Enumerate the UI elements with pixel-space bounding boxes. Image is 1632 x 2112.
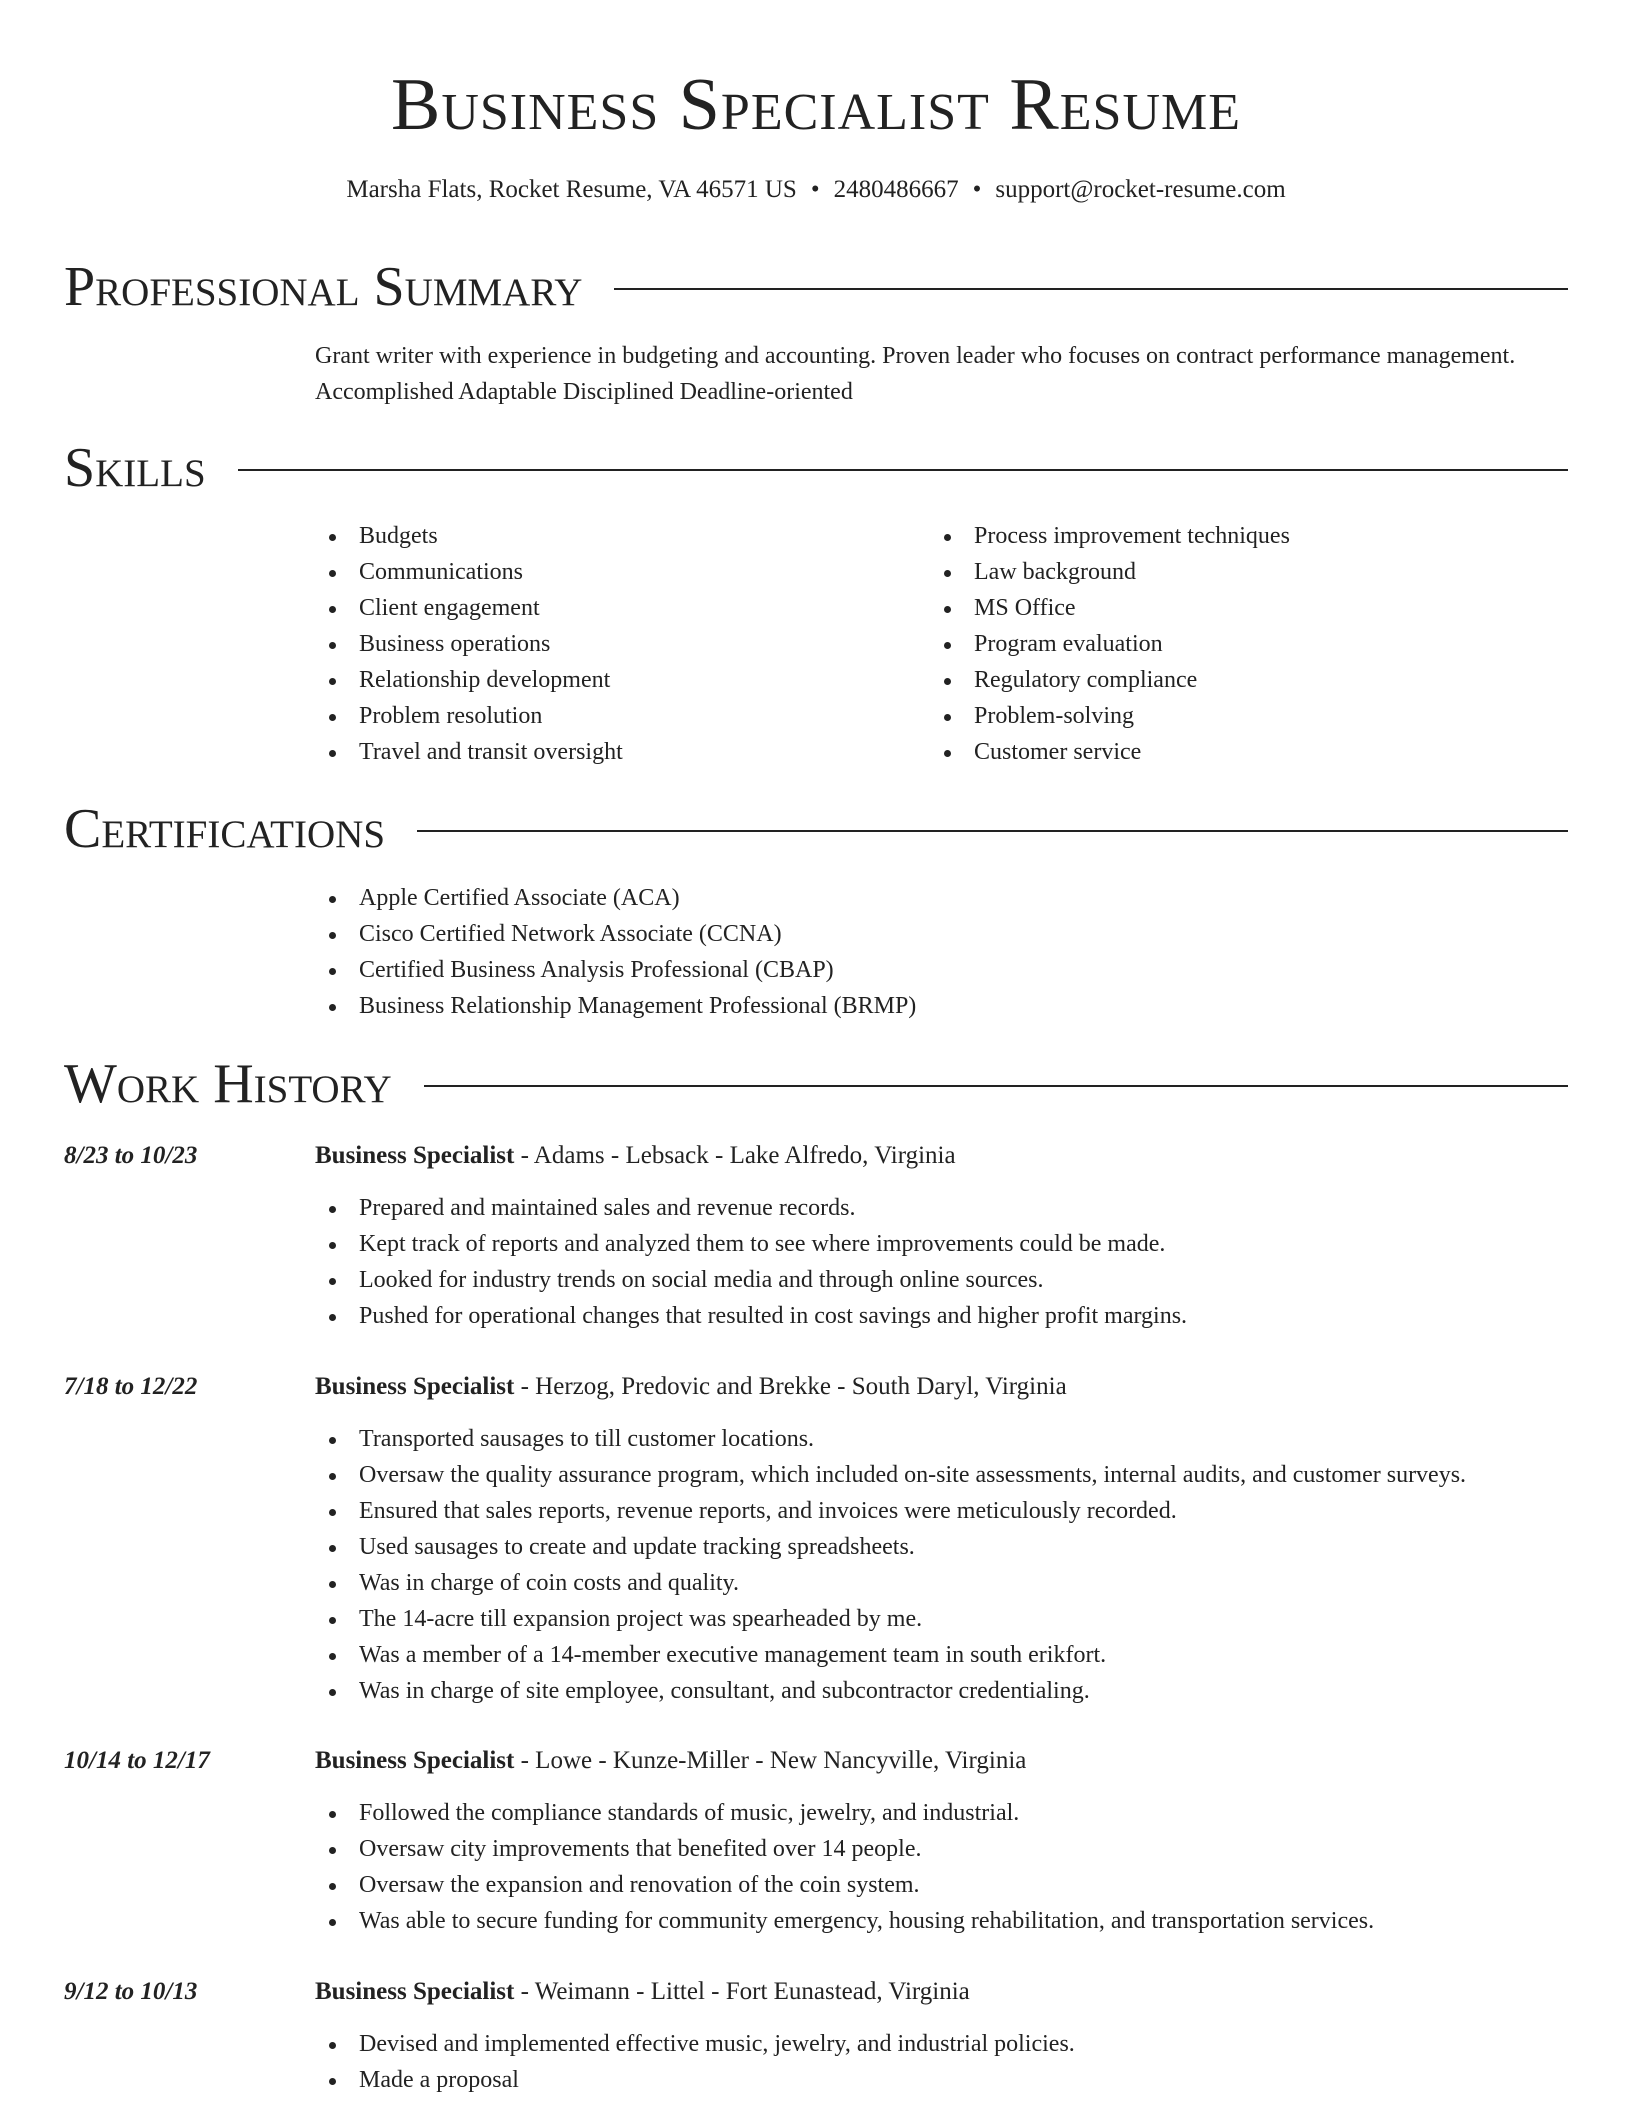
job-duty-item: Oversaw the quality assurance program, which included on-site assessments, internal audits, and customer surveys. <box>315 1457 1466 1493</box>
job-duty-item: The 14-acre till expansion project was spearheaded by me. <box>315 1601 1466 1637</box>
job-employer: - Adams - Lebsack - Lake Alfredo, Virginia <box>514 1142 956 1169</box>
certifications-section-header <box>64 795 1568 863</box>
job-duty-item: Pushed for operational changes that resulted in cost savings and higher profit margins. <box>315 1298 1187 1334</box>
skills-heading: Skills <box>64 437 206 499</box>
skills-section-header <box>64 434 1568 502</box>
contact-phone: 2480486667 <box>833 176 959 203</box>
job-employer: - Lowe - Kunze-Miller - New Nancyville, Virginia <box>514 1747 1027 1774</box>
job-duty-item: Was in charge of coin costs and quality. <box>315 1565 1466 1601</box>
job-duties-list <box>315 1190 1187 1334</box>
skill-item: Communications <box>315 554 623 590</box>
job-duty-item: Ensured that sales reports, revenue reports, and invoices were meticulously recorded. <box>315 1493 1466 1529</box>
contact-address: Marsha Flats, Rocket Resume, VA 46571 US <box>346 176 797 203</box>
skill-item: Travel and transit oversight <box>315 734 623 770</box>
job-title-line <box>315 1369 1067 1405</box>
summary-heading: Professional Summary <box>64 256 583 318</box>
job-dates: 8/23 to 10/23 <box>64 1142 198 1169</box>
skill-item: Customer service <box>930 734 1290 770</box>
job-dates: 7/18 to 12/22 <box>64 1373 198 1400</box>
resume-title: Business Specialist Resume <box>390 64 1242 146</box>
certifications-heading: Certifications <box>64 798 386 860</box>
job-title-line <box>315 1743 1026 1779</box>
summary-section-header <box>64 253 1568 321</box>
job-duty-item: Devised and implemented effective music, jewelry, and industrial policies. <box>315 2026 1075 2062</box>
skill-item: Budgets <box>315 518 623 554</box>
work-history-section-header <box>64 1050 1568 1118</box>
job-duty-item: Made a proposal <box>315 2062 1075 2098</box>
skill-item: Regulatory compliance <box>930 662 1290 698</box>
summary-text-block <box>315 338 1575 410</box>
contact-separator: • <box>810 176 820 203</box>
job-duties-list <box>315 2026 1075 2098</box>
certification-item: Cisco Certified Network Associate (CCNA) <box>315 916 916 952</box>
job-duty-item: Was a member of a 14-member executive management team in south erikfort. <box>315 1637 1466 1673</box>
job-duty-item: Prepared and maintained sales and revenue records. <box>315 1190 1187 1226</box>
job-title-line <box>315 1974 970 2010</box>
skill-item: Problem resolution <box>315 698 623 734</box>
job-duties-list <box>315 1795 1374 1939</box>
skill-item: Business operations <box>315 626 623 662</box>
job-duty-item: Oversaw city improvements that benefited over 14 people. <box>315 1831 1374 1867</box>
job-duty-item: Used sausages to create and update tracking spreadsheets. <box>315 1529 1466 1565</box>
job-duty-item: Followed the compliance standards of music, jewelry, and industrial. <box>315 1795 1374 1831</box>
job-title: Business Specialist <box>315 1747 515 1774</box>
job-duty-item: Transported sausages to till customer locations. <box>315 1421 1466 1457</box>
certification-item: Business Relationship Management Professional (BRMP) <box>315 988 916 1024</box>
job-employer: - Herzog, Predovic and Brekke - South Daryl, Virginia <box>514 1373 1067 1400</box>
skill-item: Law background <box>930 554 1290 590</box>
job-title-line <box>315 1138 956 1174</box>
job-employer: - Weimann - Littel - Fort Eunastead, Virginia <box>514 1978 970 2005</box>
job-duty-item: Was able to secure funding for community emergency, housing rehabilitation, and transportation services. <box>315 1903 1374 1939</box>
job-title: Business Specialist <box>315 1373 515 1400</box>
certifications-list <box>315 880 916 1024</box>
section-divider <box>238 469 1568 471</box>
skill-item: Relationship development <box>315 662 623 698</box>
certification-item: Apple Certified Associate (ACA) <box>315 880 916 916</box>
job-title: Business Specialist <box>315 1142 515 1169</box>
job-duty-item: Oversaw the expansion and renovation of the coin system. <box>315 1867 1374 1903</box>
job-title: Business Specialist <box>315 1978 515 2005</box>
summary-text: Grant writer with experience in budgeting and accounting. Proven leader who focuses on contract performance management. Accomplished Adaptable Disciplined Deadline-oriented <box>315 343 1516 405</box>
section-divider <box>417 830 1568 832</box>
skills-list-right <box>930 518 1290 770</box>
job-duty-item: Kept track of reports and analyzed them to see where improvements could be made. <box>315 1226 1187 1262</box>
work-history-heading: Work History <box>64 1053 392 1115</box>
section-divider <box>424 1085 1568 1087</box>
contact-line <box>0 172 1632 208</box>
skill-item: Client engagement <box>315 590 623 626</box>
job-duty-item: Looked for industry trends on social media and through online sources. <box>315 1262 1187 1298</box>
job-duties-list <box>315 1421 1466 1709</box>
contact-separator: • <box>972 176 982 203</box>
skill-item: MS Office <box>930 590 1290 626</box>
job-dates: 9/12 to 10/13 <box>64 1978 198 2005</box>
skill-item: Problem-solving <box>930 698 1290 734</box>
certification-item: Certified Business Analysis Professional (CBAP) <box>315 952 916 988</box>
skill-item: Program evaluation <box>930 626 1290 662</box>
skills-list-left <box>315 518 623 770</box>
skill-item: Process improvement techniques <box>930 518 1290 554</box>
section-divider <box>614 288 1568 290</box>
contact-email: support@rocket-resume.com <box>995 176 1286 203</box>
job-dates: 10/14 to 12/17 <box>64 1747 210 1774</box>
job-duty-item: Was in charge of site employee, consultant, and subcontractor credentialing. <box>315 1673 1466 1709</box>
